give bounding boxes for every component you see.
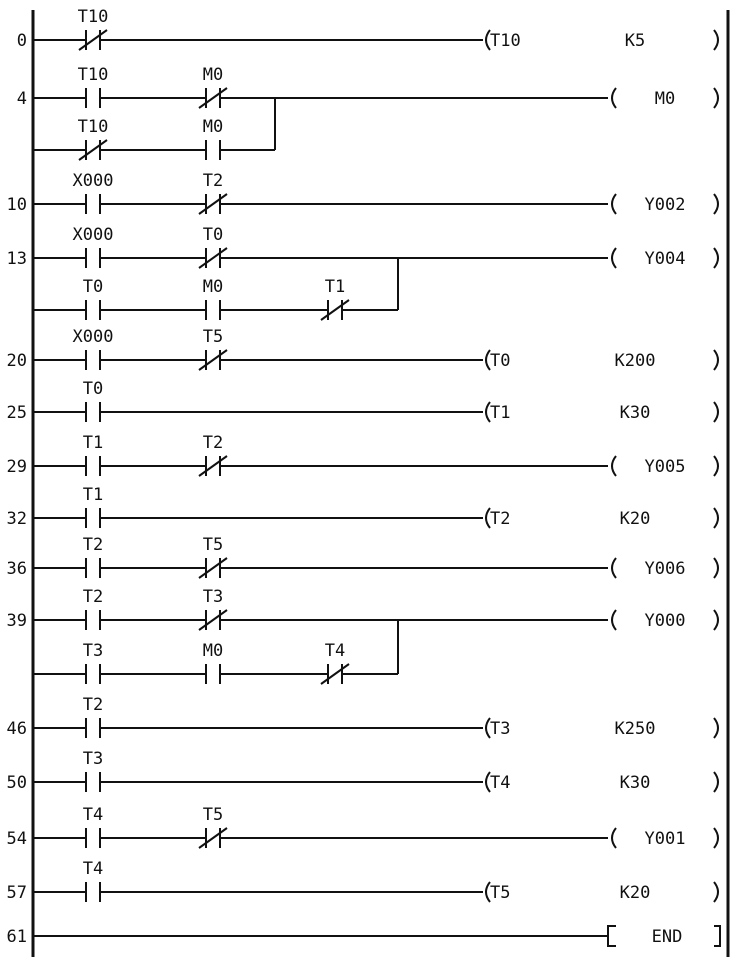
coil-right-arc (714, 350, 718, 370)
step-number: 13 (6, 249, 27, 269)
coil-right-arc (714, 456, 718, 476)
coil-right-arc (714, 718, 718, 738)
coil-right-arc (714, 30, 718, 50)
coil-left-arc (612, 88, 616, 108)
timer-coil (486, 508, 718, 529)
contact-label: X000 (72, 225, 114, 245)
step-number: 61 (6, 927, 27, 947)
coil-right-arc (714, 610, 718, 630)
output-coil (612, 558, 718, 579)
timer-coil (486, 350, 718, 371)
end-left-bracket (608, 926, 616, 946)
contact-label: T2 (82, 695, 104, 715)
nc-contact (199, 327, 227, 370)
end-label: END (651, 927, 683, 947)
no-contact (83, 433, 103, 476)
no-contact (73, 327, 114, 370)
rung (7, 695, 718, 739)
step-number: 10 (6, 195, 27, 215)
no-contact (83, 859, 103, 902)
end-right-bracket (714, 926, 720, 946)
timer-setting: K20 (619, 883, 651, 903)
coil-right-arc (714, 882, 718, 902)
nc-contact (199, 171, 227, 214)
contact-label: M0 (202, 117, 224, 137)
contact-label: T5 (202, 327, 224, 347)
contact-label: T0 (202, 225, 224, 245)
contact-label: T3 (82, 749, 104, 769)
no-contact (83, 641, 103, 684)
end-instruction (608, 926, 720, 947)
rung (7, 433, 718, 477)
coil-right-arc (714, 88, 718, 108)
contact-label: T1 (82, 433, 104, 453)
coil-right-arc (714, 508, 718, 528)
coil-device: Y006 (644, 559, 686, 579)
contact-label: T4 (324, 641, 346, 661)
timer-coil (486, 30, 718, 51)
coil-right-arc (714, 828, 718, 848)
no-contact (83, 805, 103, 848)
step-number: 32 (6, 509, 27, 529)
rung (7, 171, 718, 215)
contact-label: T10 (77, 65, 109, 85)
nc-contact (78, 117, 109, 160)
contact-label: T4 (82, 859, 104, 879)
rung (7, 485, 718, 529)
contact-label: T5 (202, 535, 224, 555)
step-number: 57 (6, 883, 27, 903)
step-number: 50 (6, 773, 27, 793)
timer-coil (486, 718, 718, 739)
nc-contact (199, 65, 227, 108)
no-contact (83, 587, 103, 630)
contact-label: T1 (324, 277, 346, 297)
timer-coil (486, 882, 718, 903)
rung (7, 926, 720, 947)
coil-device: T10 (490, 31, 521, 51)
contact-label: T0 (82, 379, 104, 399)
step-number: 20 (6, 351, 27, 371)
no-contact (203, 277, 223, 320)
nc-contact (199, 433, 227, 476)
nc-contact (199, 225, 227, 268)
rungs-group (7, 7, 720, 947)
coil-device: Y002 (644, 195, 686, 215)
timer-setting: K30 (619, 403, 651, 423)
coil-device: Y001 (644, 829, 686, 849)
timer-setting: K250 (614, 719, 656, 739)
output-coil (612, 194, 718, 215)
nc-contact (78, 7, 109, 50)
coil-right-arc (714, 402, 718, 422)
rung (7, 749, 718, 793)
timer-setting: K20 (619, 509, 651, 529)
timer-coil (486, 402, 718, 423)
no-contact (73, 171, 114, 214)
rung (7, 225, 718, 320)
coil-right-arc (714, 248, 718, 268)
contact-label: T1 (82, 485, 104, 505)
coil-device: T5 (490, 883, 511, 903)
nc-contact (199, 535, 227, 578)
no-contact (78, 65, 109, 108)
rung (7, 535, 718, 579)
coil-left-arc (612, 610, 616, 630)
nc-contact (321, 277, 349, 320)
coil-device: Y000 (644, 611, 686, 631)
no-contact (83, 695, 103, 738)
coil-device: T0 (490, 351, 511, 371)
contact-label: T3 (82, 641, 104, 661)
timer-setting: K30 (619, 773, 651, 793)
coil-left-arc (612, 194, 616, 214)
coil-device: T2 (490, 509, 511, 529)
timer-coil (486, 772, 718, 793)
rung (17, 7, 718, 51)
timer-setting: K5 (624, 31, 646, 51)
contact-label: M0 (202, 641, 224, 661)
rung (7, 327, 718, 371)
coil-device: Y005 (644, 457, 686, 477)
contact-label: T10 (77, 7, 109, 27)
step-number: 29 (6, 457, 27, 477)
contact-label: M0 (202, 277, 224, 297)
coil-left-arc (612, 456, 616, 476)
contact-label: T2 (202, 171, 224, 191)
contact-label: T3 (202, 587, 224, 607)
contact-label: T2 (82, 535, 104, 555)
coil-right-arc (714, 558, 718, 578)
no-contact (203, 641, 223, 684)
nc-contact (321, 641, 349, 684)
no-contact (83, 749, 103, 792)
output-coil (612, 456, 718, 477)
contact-label: T10 (77, 117, 109, 137)
rung (17, 65, 718, 160)
output-coil (612, 248, 718, 269)
coil-device: Y004 (644, 249, 686, 269)
coil-device: T1 (490, 403, 511, 423)
step-number: 25 (6, 403, 27, 423)
contact-label: M0 (202, 65, 224, 85)
coil-left-arc (612, 558, 616, 578)
contact-label: X000 (72, 327, 114, 347)
no-contact (83, 535, 103, 578)
output-coil (612, 88, 718, 109)
contact-label: T2 (82, 587, 104, 607)
step-number: 54 (6, 829, 27, 849)
contact-label: T5 (202, 805, 224, 825)
contact-label: X000 (72, 171, 114, 191)
coil-right-arc (714, 194, 718, 214)
rung (7, 587, 718, 684)
output-coil (612, 610, 718, 631)
nc-contact (199, 587, 227, 630)
contact-label: T0 (82, 277, 104, 297)
no-contact (83, 379, 103, 422)
output-coil (612, 828, 718, 849)
step-number: 4 (16, 89, 27, 109)
coil-device: M0 (654, 89, 676, 109)
no-contact (73, 225, 114, 268)
rung (7, 805, 718, 849)
coil-left-arc (612, 248, 616, 268)
nc-contact (199, 805, 227, 848)
coil-left-arc (612, 828, 616, 848)
no-contact (203, 117, 223, 160)
coil-device: T3 (490, 719, 511, 739)
rung (7, 859, 718, 903)
step-number: 0 (16, 31, 27, 51)
step-number: 46 (6, 719, 27, 739)
no-contact (83, 277, 103, 320)
coil-device: T4 (490, 773, 511, 793)
step-number: 36 (6, 559, 27, 579)
rung (7, 379, 718, 423)
timer-setting: K200 (614, 351, 656, 371)
coil-right-arc (714, 772, 718, 792)
contact-label: T2 (202, 433, 224, 453)
step-number: 39 (6, 611, 27, 631)
no-contact (83, 485, 103, 528)
contact-label: T4 (82, 805, 104, 825)
